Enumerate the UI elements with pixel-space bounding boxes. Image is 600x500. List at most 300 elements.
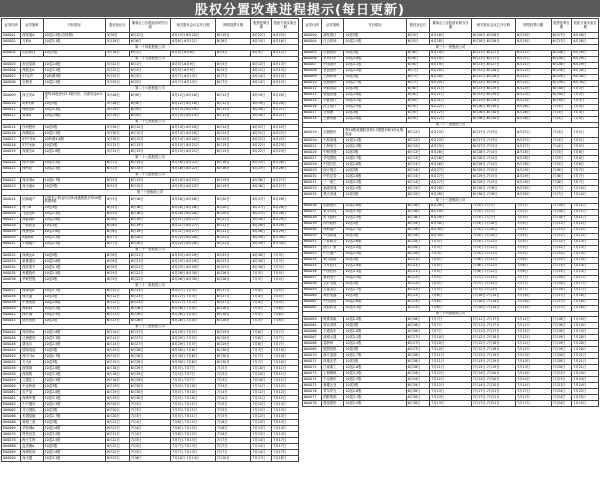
table-cell: 6月8日: [406, 86, 430, 92]
table-cell: 7月11日: [516, 317, 552, 323]
table-cell: 6月12日: [406, 144, 430, 150]
table-cell: 10送2.8股: [344, 56, 406, 62]
table-cell: 7月13日: [572, 245, 599, 251]
table-cell: 600067: [303, 335, 322, 341]
table-cell: 7月6日: [251, 336, 272, 342]
column-header: 股票复牌日期: [551, 19, 572, 33]
table-cell: 10送3.2股: [344, 180, 406, 186]
table-cell: 7月12日: [272, 384, 299, 390]
table-cell: 中信证券: [322, 174, 344, 180]
table-cell: 7月13日-7月19日: [471, 365, 515, 371]
table-cell: 6月19日: [129, 217, 171, 223]
table-cell: 7月7日: [430, 317, 471, 323]
table-cell: 7月11日: [516, 323, 552, 329]
batch-label: 第三十三批股改公司: [303, 198, 599, 204]
table-cell: 东风汽车: [322, 56, 344, 62]
table-cell: 7月20日: [572, 335, 599, 341]
table-cell: 6月12日: [105, 288, 129, 294]
table-cell: 7月6日: [516, 263, 552, 269]
table-cell: 10送3股: [43, 444, 105, 450]
table-cell: 000029: [2, 229, 21, 235]
table-cell: 10送3股: [43, 294, 105, 300]
table-cell: 深深宝A: [21, 149, 43, 155]
table-cell: 6月15日: [406, 192, 430, 198]
table-cell: 6月23日: [272, 149, 299, 155]
table-cell: 600077: [303, 395, 322, 401]
table-cell: ST达声: [21, 74, 43, 80]
table-cell: 7月3日: [215, 378, 251, 384]
table-cell: 深科技: [21, 166, 43, 172]
table-cell: 6月29日: [572, 56, 599, 62]
table-cell: 10送3.1股: [344, 269, 406, 275]
table-cell: 7月7日-7月13日: [171, 438, 216, 444]
column-header: 网络投票日期: [516, 19, 552, 33]
table-cell: 7月10日: [572, 186, 599, 192]
table-cell: 6月9日: [105, 277, 129, 283]
table-cell: 6月27日: [129, 330, 171, 336]
table-cell: 7月6日: [572, 156, 599, 162]
table-cell: 7月4日-7月10日: [471, 227, 515, 233]
table-cell: 000078: [2, 438, 21, 444]
table-cell: 10送2.6股: [43, 113, 105, 119]
table-cell: 10送3.2股: [43, 372, 105, 378]
table-cell: 凤凰光学: [322, 359, 344, 365]
table-cell: 7月3日: [251, 271, 272, 277]
table-cell: 中国石化: [322, 162, 344, 168]
table-cell: 6月27日: [406, 341, 430, 347]
table-cell: 6月30日: [572, 74, 599, 80]
table-cell: 10送2.5股: [344, 341, 406, 347]
table-cell: 6月13日: [406, 156, 430, 162]
table-cell: 6月5日: [215, 62, 251, 68]
table-cell: 000014: [2, 125, 21, 131]
table-cell: 6月30日: [129, 396, 171, 402]
table-cell: 7月10日: [430, 341, 471, 347]
table-cell: 10送3股: [43, 50, 105, 56]
table-cell: 6月14日: [406, 180, 430, 186]
table-cell: 6月27日: [406, 347, 430, 353]
table-cell: 7月5日: [572, 128, 599, 138]
table-cell: 600054: [303, 257, 322, 263]
table-cell: 6月23日-6月29日: [471, 98, 515, 104]
table-cell: 7月3日-7月7日: [471, 209, 515, 215]
table-cell: 000006: [2, 68, 21, 74]
table-cell: 以资本公积金向全体流通股股东每10股转增5股: [43, 195, 105, 205]
table-cell: 7月6日: [430, 293, 471, 299]
table-cell: 7月17日: [272, 450, 299, 456]
table-cell: 7月3日: [551, 104, 572, 110]
table-cell: 6月15日-6月21日: [171, 149, 216, 155]
table-cell: 000060: [2, 384, 21, 390]
table-cell: 6月30日: [516, 186, 552, 192]
table-cell: 10送3.1股: [43, 336, 105, 342]
table-cell: 6月30日: [572, 68, 599, 74]
table-cell: 000068: [2, 420, 21, 426]
table-cell: 7月17日: [551, 299, 572, 305]
table-cell: 7月11日: [551, 233, 572, 239]
table-cell: 7月11日: [251, 390, 272, 396]
table-cell: 6月30日-7月6日: [471, 186, 515, 192]
table-cell: 6月15日: [105, 360, 129, 366]
table-cell: 皖维高新: [322, 317, 344, 323]
table-cell: 5月22日: [105, 68, 129, 74]
table-cell: 6月23日-6月29日: [171, 253, 216, 259]
table-cell: 7月3日: [430, 239, 471, 245]
table-cell: 6月5日: [406, 39, 430, 45]
table-cell: 10送2.8股: [43, 390, 105, 396]
table-cell: 6月14日: [251, 39, 272, 45]
table-cell: 6月14日: [215, 131, 251, 137]
table-cell: 7月6日: [430, 299, 471, 305]
table-cell: 7月13日-7月19日: [471, 359, 515, 365]
table-cell: 7月7日: [516, 287, 552, 293]
table-cell: 7月7日: [251, 360, 272, 366]
table-cell: 7月11日: [430, 359, 471, 365]
table-cell: 6月12日: [129, 131, 171, 137]
table-cell: 6月20日-6月26日: [471, 33, 515, 39]
table-cell: 6月13日: [129, 149, 171, 155]
table-cell: 歌华有线: [322, 209, 344, 215]
table-cell: 6月19日: [406, 233, 430, 239]
table-cell: 7月21日: [551, 371, 572, 377]
table-cell: 000070: [2, 432, 21, 438]
table-cell: 7月17日: [551, 293, 572, 299]
table-cell: 7月4日: [251, 294, 272, 300]
table-cell: 7月4日: [430, 257, 471, 263]
table-cell: 6月30日: [551, 86, 572, 92]
column-header: 证券代码: [303, 19, 322, 33]
table-cell: 6月23日: [215, 265, 251, 271]
table-cell: 10送3.2股: [43, 235, 105, 241]
table-cell: 10送2.6股: [43, 366, 105, 372]
table-cell: 6月29日: [272, 223, 299, 229]
table-row: [2, 456, 299, 462]
table-cell: 7月3日: [516, 209, 552, 215]
table-cell: 7月10日: [272, 348, 299, 354]
table-cell: 6月26日: [272, 166, 299, 172]
table-cell: 6月22日-6月28日: [471, 68, 515, 74]
table-cell: 夏新电子: [322, 275, 344, 281]
table-cell: 7月10日: [251, 366, 272, 372]
table-cell: 7月5日: [272, 294, 299, 300]
table-cell: 中国医药: [322, 269, 344, 275]
table-cell: 10送2.5股: [344, 401, 406, 407]
table-cell: 7月4日: [516, 221, 552, 227]
table-cell: 6月28日-7月4日: [171, 312, 216, 318]
table-cell: 农产品: [21, 390, 43, 396]
table-cell: 000043: [2, 318, 21, 324]
table-cell: 7月12日: [251, 414, 272, 420]
table-cell: 6月21日-6月27日: [471, 50, 515, 56]
batch-label: 第三十三批股改公司: [2, 324, 299, 330]
table-cell: 10送3股: [43, 143, 105, 149]
table-cell: 6月15日: [215, 143, 251, 149]
table-cell: 6月14日: [251, 74, 272, 80]
table-cell: 000010: [2, 101, 21, 107]
column-header: 对价情况: [344, 19, 406, 33]
table-cell: 7月20日: [572, 341, 599, 347]
table-cell: 6月29日: [251, 241, 272, 247]
table-cell: 6月23日: [129, 288, 171, 294]
table-cell: 7月21日: [551, 383, 572, 389]
table-cell: 6月23日: [516, 92, 552, 98]
table-cell: 7月6日: [215, 420, 251, 426]
table-cell: 特力A: [21, 205, 43, 211]
table-cell: 10送2.8股: [43, 62, 105, 68]
table-cell: 600078: [303, 401, 322, 407]
table-cell: 000059: [2, 378, 21, 384]
table-cell: 6月12日: [129, 33, 171, 39]
table-cell: 深赤湾A: [21, 178, 43, 184]
table-cell: 7月4日-7月10日: [471, 221, 515, 227]
table-cell: 7月14日: [272, 420, 299, 426]
table-cell: 7月13日: [551, 269, 572, 275]
table-cell: 6月30日: [430, 227, 471, 233]
table-cell: 6月21日: [516, 56, 552, 62]
table-cell: 7月12日: [430, 377, 471, 383]
table-cell: 10送3股: [344, 168, 406, 174]
table-cell: 6月21日-6月27日: [171, 223, 216, 229]
table-cell: S深华新: [21, 101, 43, 107]
table-cell: 6月22日-6月28日: [171, 241, 216, 247]
table-cell: 6月22日: [516, 74, 552, 80]
table-cell: 7月19日: [551, 335, 572, 341]
table-cell: 万东医疗: [322, 263, 344, 269]
table-cell: 7月14日: [572, 263, 599, 269]
table-cell: 7月13日: [516, 365, 552, 371]
table-cell: 10送2.5股: [43, 166, 105, 172]
table-cell: 7月11日-7月17日: [471, 323, 515, 329]
right-table: [302, 18, 599, 407]
table-cell: 招商地产: [21, 195, 43, 205]
table-cell: 6月8日-6月12日: [171, 39, 216, 45]
table-cell: 6月5日: [105, 205, 129, 211]
table-cell: 7月3日: [572, 86, 599, 92]
table-cell: 白云机场: [322, 39, 344, 45]
table-cell: 深康佳A: [21, 131, 43, 137]
table-cell: 6月1日: [129, 62, 171, 68]
table-row: [2, 195, 299, 205]
table-cell: 6月5日: [406, 33, 430, 39]
table-cell: 6月7日-6月13日: [171, 80, 216, 86]
table-cell: 7月3日-7月7日: [471, 215, 515, 221]
table-cell: 四川路桥: [322, 221, 344, 227]
table-cell: 10送3.2股: [344, 371, 406, 377]
table-cell: 6月21日: [516, 62, 552, 68]
right-table-body: [303, 33, 599, 407]
table-cell: 6月30日-7月6日: [171, 354, 216, 360]
table-cell: 600052: [303, 245, 322, 251]
table-cell: 6月23日: [215, 253, 251, 259]
table-cell: 5月30日: [105, 125, 129, 131]
batch-label: 第三十批股改公司: [2, 190, 299, 196]
table-cell: 7月6日: [516, 257, 552, 263]
table-cell: 6月13日: [105, 306, 129, 312]
table-cell: 7月25日: [572, 401, 599, 407]
table-cell: 6月26日: [430, 150, 471, 156]
table-cell: 7月14日: [551, 281, 572, 287]
table-cell: 7月12日: [430, 371, 471, 377]
table-cell: 7月10日: [551, 203, 572, 209]
table-cell: 6月23日: [272, 33, 299, 39]
table-cell: 7月11日: [272, 378, 299, 384]
table-cell: 6月29日: [215, 330, 251, 336]
table-cell: 6月14日: [406, 174, 430, 180]
table-cell: 10送2.5股: [43, 131, 105, 137]
table-cell: 10送3股: [43, 348, 105, 354]
table-cell: 7月7日: [272, 330, 299, 336]
table-cell: 7月18日: [551, 329, 572, 335]
table-cell: 中兴通讯: [21, 402, 43, 408]
table-cell: 康达尔: [21, 342, 43, 348]
table-row: [303, 401, 599, 407]
table-cell: 7月6日: [572, 150, 599, 156]
table-cell: 7月24日: [551, 389, 572, 395]
table-cell: 海信电器: [322, 293, 344, 299]
table-cell: 000033: [2, 259, 21, 265]
table-cell: 6月27日: [272, 178, 299, 184]
table-cell: 6月12日: [215, 91, 251, 101]
table-cell: 600063: [303, 317, 322, 323]
table-cell: 6月26日: [406, 323, 430, 329]
table-cell: 皖通高速: [322, 92, 344, 98]
table-cell: 6月23日-6月29日: [171, 259, 216, 265]
table-cell: 7月3日: [251, 277, 272, 283]
table-cell: 6月27日: [129, 342, 171, 348]
table-cell: 6月20日: [430, 74, 471, 80]
table-cell: 6月14日: [105, 330, 129, 336]
table-cell: 7月5日-7月11日: [171, 414, 216, 420]
table-cell: 600037: [303, 209, 322, 215]
table-cell: 7月17日: [272, 444, 299, 450]
table-cell: 5月18日: [105, 50, 129, 56]
table-cell: 7月5日: [251, 312, 272, 318]
table-cell: 7月10日: [516, 299, 552, 305]
table-cell: 7月5日: [572, 144, 599, 150]
table-cell: 国能集团: [322, 395, 344, 401]
table-cell: 7月7日-7月13日: [471, 281, 515, 287]
table-cell: 000017: [2, 137, 21, 143]
table-cell: 7月7日: [430, 323, 471, 329]
table-cell: 中集集团: [21, 300, 43, 306]
table-cell: 6月22日: [516, 68, 552, 74]
table-cell: 7月13日: [572, 239, 599, 245]
table-cell: 6月30日: [272, 241, 299, 247]
table-cell: 6月7日: [215, 80, 251, 86]
table-cell: 6月6日: [105, 223, 129, 229]
table-cell: 6月9日: [406, 110, 430, 116]
table-cell: 6月27日: [516, 144, 552, 150]
table-cell: 7月10日: [251, 378, 272, 384]
table-cell: 10送3.1股: [43, 39, 105, 45]
table-cell: 7月7日: [551, 186, 572, 192]
table-cell: 6月28日: [215, 312, 251, 318]
table-cell: 10送2.5股: [43, 402, 105, 408]
table-cell: 7月6日: [129, 456, 171, 462]
table-cell: 6月29日-7月5日: [171, 336, 216, 342]
table-cell: 10送2.5股: [344, 144, 406, 150]
table-cell: 6月8日: [215, 39, 251, 45]
table-cell: 6月12日: [215, 101, 251, 107]
table-cell: 6月19日-6月23日: [171, 178, 216, 184]
table-cell: 000045: [2, 330, 21, 336]
table-cell: 6月6日: [105, 217, 129, 223]
table-cell: 7月17日-7月21日: [471, 389, 515, 395]
table-cell: 10送3股: [344, 233, 406, 239]
table-cell: 6月16日: [215, 166, 251, 172]
table-cell: 6月23日: [430, 128, 471, 138]
table-cell: 7月24日: [551, 395, 572, 401]
table-cell: 首创股份: [322, 68, 344, 74]
table-cell: 7月5日: [516, 239, 552, 245]
table-cell: 600053: [303, 251, 322, 257]
table-cell: 6月20日-6月26日: [171, 195, 216, 205]
batch-label: 第三十一批股改公司: [303, 45, 599, 51]
table-cell: 6月6日: [129, 39, 171, 45]
table-cell: 600021: [303, 144, 322, 150]
table-cell: 宁波联合: [322, 239, 344, 245]
table-cell: 7月14日: [272, 426, 299, 432]
batch-label: 第一十四批股改公司: [2, 45, 299, 51]
table-cell: 6月23日-6月29日: [171, 265, 216, 271]
table-cell: 6月20日: [215, 195, 251, 205]
table-cell: 6月21日: [430, 98, 471, 104]
table-cell: 7月10日-7月14日: [471, 293, 515, 299]
table-cell: 7月3日-7月7日: [171, 366, 216, 372]
table-cell: 10送3股: [344, 383, 406, 389]
column-header: 证券代码: [2, 19, 21, 33]
table-cell: 6月30日-7月6日: [171, 348, 216, 354]
table-cell: 新都酒店: [21, 259, 43, 265]
table-cell: 7月7日: [215, 444, 251, 450]
table-cell: 6月29日: [272, 229, 299, 235]
table-cell: 7月5日: [430, 275, 471, 281]
table-cell: 6月27日: [430, 174, 471, 180]
table-cell: 000069: [2, 426, 21, 432]
table-cell: 7月18日: [551, 323, 572, 329]
table-cell: 6月23日: [516, 98, 552, 104]
table-cell: 000030: [2, 235, 21, 241]
table-cell: 6月23日: [105, 456, 129, 462]
table-cell: 000009: [2, 91, 21, 101]
table-cell: 7月5日-7月11日: [171, 402, 216, 408]
column-header: 股改方案实施日期: [272, 19, 299, 33]
table-cell: 6月14日: [105, 336, 129, 342]
table-cell: 7月12日: [430, 383, 471, 389]
table-cell: 6月16日: [430, 33, 471, 39]
table-cell: 6月26日-6月30日: [171, 277, 216, 283]
table-cell: 10送2.5股: [344, 104, 406, 110]
table-cell: 7月4日-7月10日: [171, 384, 216, 390]
table-cell: 7月12日: [272, 396, 299, 402]
table-cell: 6月21日: [215, 229, 251, 235]
table-cell: 7月7日: [572, 180, 599, 186]
table-cell: 10送3股: [43, 318, 105, 324]
table-cell: 600004: [303, 39, 322, 45]
table-cell: 6月12日: [129, 137, 171, 143]
table-cell: 10送2.5股: [344, 68, 406, 74]
table-cell: 深能源A: [21, 217, 43, 223]
table-cell: 6月26日: [406, 317, 430, 323]
table-cell: 10送3.2股: [344, 245, 406, 251]
table-cell: 6月20日: [251, 107, 272, 113]
table-cell: 古越龙山: [322, 287, 344, 293]
table-cell: 浦发银行: [322, 33, 344, 39]
table-cell: 000056: [2, 366, 21, 372]
table-cell: 6月21日: [129, 265, 171, 271]
table-cell: 6月27日: [551, 33, 572, 39]
table-cell: 7月21日: [572, 359, 599, 365]
